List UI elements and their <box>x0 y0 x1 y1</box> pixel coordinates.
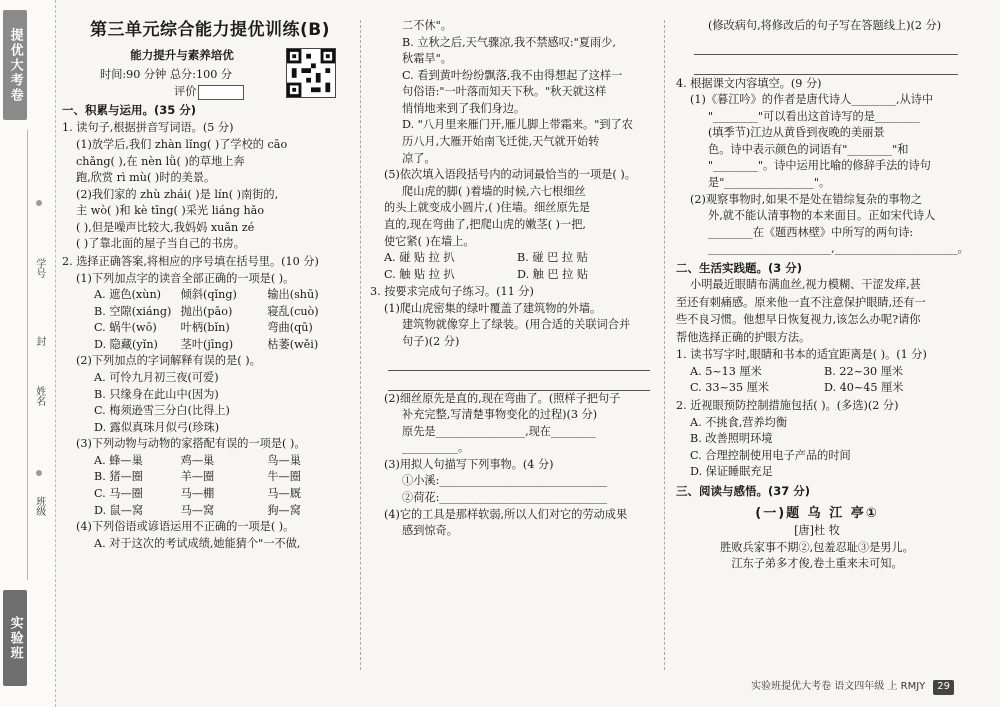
question-line: 主 wò( )和 kè tīng( )采光 liáng hǎo <box>76 204 265 218</box>
binding-hole <box>36 200 42 206</box>
option-cell: 狗—窝 <box>267 503 301 517</box>
option-cell: 鸟—巢 <box>267 453 301 467</box>
option-cell: 弯曲(qū) <box>267 321 313 335</box>
question-line: 的头上就变成小圆片,( )住墙。细丝原先是 <box>384 201 591 215</box>
question-line: 4. 根据课文内容填空。(9 分) <box>676 76 822 90</box>
option-cell: 鸡—巢 <box>180 453 215 467</box>
question-line: chǎng( ),在 nèn lǜ( )的草地上奔 <box>76 154 245 168</box>
option-cell: A. 蜂—巢 <box>94 453 143 467</box>
rating-box[interactable] <box>198 85 244 100</box>
question-line: (4)下列俗语或谚语运用不正确的一项是( )。 <box>76 520 295 534</box>
question-line: 二不休"。 <box>402 19 452 32</box>
seal-label: 封 <box>33 336 45 346</box>
question-line: (一)题 乌 江 亭① <box>755 505 879 521</box>
question-line: "________"可以看出这首诗写的是________ <box>708 109 920 123</box>
option-cell: B. 碰 巴 拉 贴 <box>517 251 588 265</box>
option-row <box>62 304 348 321</box>
question-line: 2. 近视眼预防控制措施包括( )。(多选)(2 分) <box>676 399 899 412</box>
exam-meta: 时间:90 分钟 总分:100 分 <box>100 68 233 82</box>
question-line: 凉了。 <box>402 151 436 165</box>
question-line: ( ),但是噪声比较大,我妈妈 xuǎn zé <box>76 220 255 234</box>
option-cell: A. 遮色(xùn) <box>94 288 162 302</box>
option-cell: 马—窝 <box>180 503 215 517</box>
page-subtitle: 能力提升与素养培优 <box>130 48 234 63</box>
option-cell: 寝乱(cuò) <box>267 304 319 318</box>
class-label: 班级 <box>33 496 45 516</box>
question-line: (2)细丝原先是直的,现在弯曲了。(照样子把句子 <box>384 391 621 405</box>
question-line: C. 合理控制使用电子产品的时间 <box>690 448 851 462</box>
option-cell: 茎叶(jīng) <box>180 337 234 351</box>
question-line: ( )了靠北面的屋子当自己的书房。 <box>76 237 245 251</box>
question-line: 1. 读书写字时,眼睛和书本的适宜距离是( )。(1 分) <box>676 348 927 362</box>
question-line: 2. 选择正确答案,将相应的序号填在括号里。(10 分) <box>62 254 319 268</box>
question-line: (2)下列加点的字词解释有误的是( )。 <box>76 354 261 368</box>
qr-code[interactable] <box>286 48 336 98</box>
option-cell: C. 蜗牛(wō) <box>94 321 157 335</box>
answer-line[interactable] <box>388 373 650 391</box>
option-cell: C. 触 贴 拉 扒 <box>384 267 455 281</box>
option-cell: 输出(shū) <box>267 288 319 302</box>
page-number: 29 <box>933 680 954 695</box>
option-cell: A. 碰 贴 拉 扒 <box>384 251 455 265</box>
question-line: B. 只缘身在此山中(因为) <box>94 387 219 401</box>
column-middle <box>370 18 650 540</box>
question-line: (修改病句,将修改后的句子写在答题线上)(2 分) <box>708 19 942 32</box>
column-right <box>676 18 969 573</box>
brand-tab-top: 提优大考卷 <box>3 10 27 120</box>
question-line: D. 保证睡眠充足 <box>690 465 773 479</box>
option-cell: C. 33~35 厘米 <box>690 381 770 395</box>
question-line: (填季节)江边从黄昏到夜晚的美丽景 <box>708 126 885 140</box>
option-row <box>62 320 348 337</box>
question-line: 爬山虎的脚( )着墙的时候,六七根细丝 <box>402 184 586 198</box>
binding-line <box>27 130 28 580</box>
option-cell: D. 鼠—窝 <box>94 503 144 517</box>
question-line: 胜败兵家事不期②,包羞忍耻③是男儿。 <box>720 540 914 554</box>
qr-code-icon <box>287 49 335 97</box>
page-title: 第三单元综合能力提优训练(B) <box>90 20 330 40</box>
number-label: 学号 <box>33 258 45 278</box>
option-cell: B. 22~30 厘米 <box>824 364 904 378</box>
question-line: 外,就不能认清事物的本来面目。正如宋代诗人 <box>708 209 936 223</box>
column-left <box>62 18 348 552</box>
option-cell: 马—棚 <box>180 487 215 501</box>
question-line: 是"________________"。 <box>708 176 831 190</box>
question-line: (3)用拟人句描写下列事物。(4 分) <box>384 457 554 471</box>
footer-text: 实验班提优大考卷 语文四年级 上 RMJY <box>751 681 926 693</box>
rating-label: 评价 <box>174 84 197 98</box>
question-line: 悄悄地来到了我们身边。 <box>402 101 526 115</box>
question-line: 历八月,大雁开始南飞迁徙,天气就开始转 <box>402 135 600 149</box>
option-cell: D. 触 巴 拉 贴 <box>517 267 589 281</box>
question-line: (1)下列加点字的读音全部正确的一项是( )。 <box>76 271 295 285</box>
question-line: 建筑物就像穿上了绿装。(用合适的关联词合并 <box>402 318 631 332</box>
question-line: [唐]杜 牧 <box>794 524 840 538</box>
name-label: 姓名 <box>33 386 45 406</box>
question-line: (1)爬山虎密集的绿叶覆盖了建筑物的外墙。 <box>384 301 602 315</box>
question-line: (2)我们家的 zhù zhái( )是 lín( )南街的, <box>76 187 279 201</box>
question-line: 1. 读句子,根据拼音写词语。(5 分) <box>62 121 234 135</box>
question-line: 跑,欣赏 rì mù( )时的美景。 <box>76 171 216 185</box>
question-line: ________在《题西林壁》中所写的两句诗: <box>708 225 914 239</box>
question-line: "________"。诗中运用比喻的修辞手法的诗句 <box>708 159 931 173</box>
question-line: 些不良习惯。他想早日恢复视力,该怎么办呢?请你 <box>676 313 921 327</box>
question-line: ②荷花:______________________________ <box>402 491 608 505</box>
question-line: 句俗语:"一叶落而知天下秋。"秋天就这样 <box>402 85 607 99</box>
option-row <box>62 337 348 354</box>
column-divider <box>664 20 665 670</box>
question-line: 帮他选择正确的护眼方法。 <box>676 330 811 344</box>
question-line: C. 看到黄叶纷纷飘落,我不由得想起了这样一 <box>402 68 623 82</box>
option-cell: D. 隐藏(yǐn) <box>94 337 158 351</box>
question-line: __________。 <box>402 441 470 455</box>
question-line: A. 可怜九月初三夜(可爱) <box>94 371 219 385</box>
question-line: D. 露似真珠月似弓(珍珠) <box>94 420 220 434</box>
question-line: 感到惊奇。 <box>402 524 458 538</box>
question-line: 至还有刺痛感。原来他一直不注意保护眼睛,还有一 <box>676 295 926 309</box>
middle-questions <box>370 18 650 540</box>
question-line: 江东子弟多才俊,卷土重来未可知。 <box>731 557 903 571</box>
option-row <box>62 453 348 470</box>
option-cell: 倾斜(qǐng) <box>180 288 237 302</box>
option-cell: 枯萎(wěi) <box>267 337 319 351</box>
option-cell: 抛出(pāo) <box>180 304 233 318</box>
option-cell: B. 猪—圈 <box>94 470 143 484</box>
question-line: B. 立秋之后,天气骤凉,我不禁感叹:"夏雨少, <box>402 35 616 49</box>
question-line: C. 梅须逊雪三分白(比得上) <box>94 404 230 418</box>
question-line: (1)放学后,我们 zhàn lǐng( )了学校的 cāo <box>76 137 288 151</box>
option-cell: D. 40~45 厘米 <box>824 381 904 395</box>
option-cell: 叶柄(bǐn) <box>180 321 230 335</box>
question-line: 直的,现在弯曲了,把爬山虎的嫩茎( )一把, <box>384 217 586 231</box>
option-cell: 马—厩 <box>267 487 301 501</box>
option-row <box>62 287 348 304</box>
brand-tab-bottom: 实验班 <box>3 590 27 686</box>
question-line: (5)依次填入语段括号内的动词最恰当的一项是( )。 <box>384 168 636 182</box>
option-row <box>370 267 650 284</box>
option-row <box>62 486 348 503</box>
question-line: (2)观察事物时,如果不是处在错综复杂的事物之 <box>690 192 922 206</box>
question-line: 补充完整,写清楚事物变化的过程)(3 分) <box>402 408 598 422</box>
option-row <box>62 469 348 486</box>
option-row <box>370 250 650 267</box>
answer-line[interactable] <box>694 37 958 55</box>
binding-margin <box>0 0 56 707</box>
question-line: (3)下列动物与动物的家搭配有误的一项是( )。 <box>76 437 306 451</box>
option-row <box>676 380 958 397</box>
question-line: 原先是________________,现在________ <box>402 424 596 438</box>
question-line: D. "八月里来雁门开,雁儿脚上带霜来。"到了农 <box>402 118 633 132</box>
section-heading: 二、生活实践题。(3 分) <box>676 260 803 275</box>
binding-hole <box>36 470 42 476</box>
option-cell: 牛—圈 <box>267 470 301 484</box>
option-cell: C. 马—圈 <box>94 487 143 501</box>
option-cell: A. 5~13 厘米 <box>690 364 762 378</box>
question-line: 色。诗中表示颜色的词语有"________"和 <box>708 142 909 156</box>
section-heading: 三、阅读与感悟。(37 分) <box>676 483 811 498</box>
question-line: (1)《暮江吟》的作者是唐代诗人________,从诗中 <box>690 93 934 107</box>
question-line: (4)它的工具是那样软弱,所以人们对它的劳动成果 <box>384 507 628 521</box>
question-line: A. 对于这次的考试成绩,她能猜个"一不做, <box>94 536 301 550</box>
question-line: 使它紧( )在墙上。 <box>384 234 475 248</box>
option-row <box>676 364 958 381</box>
option-cell: B. 空隙(xiáng) <box>94 304 172 318</box>
question-line: ______________________,______________________。 <box>708 242 969 256</box>
option-cell: 羊—圈 <box>180 470 215 484</box>
answer-line[interactable] <box>694 57 958 75</box>
section-heading: 一、积累与运用。(35 分) <box>62 103 197 118</box>
question-line: A. 不挑食,营养均衡 <box>690 415 788 429</box>
left-questions <box>62 102 348 552</box>
question-line: 3. 按要求完成句子练习。(11 分) <box>370 285 534 299</box>
answer-line[interactable] <box>388 353 650 371</box>
column-divider <box>360 20 361 670</box>
right-questions <box>676 18 969 573</box>
option-row <box>62 503 348 520</box>
question-line: 小明最近眼睛布满血丝,视力模糊、干涩发痒,甚 <box>690 277 921 291</box>
page-footer <box>751 680 954 695</box>
question-line: B. 改善照明环境 <box>690 432 773 446</box>
question-line: ①小溪:______________________________ <box>402 474 608 488</box>
question-line: 句子)(2 分) <box>402 334 460 348</box>
question-line: 秋霜旱"。 <box>402 52 452 66</box>
